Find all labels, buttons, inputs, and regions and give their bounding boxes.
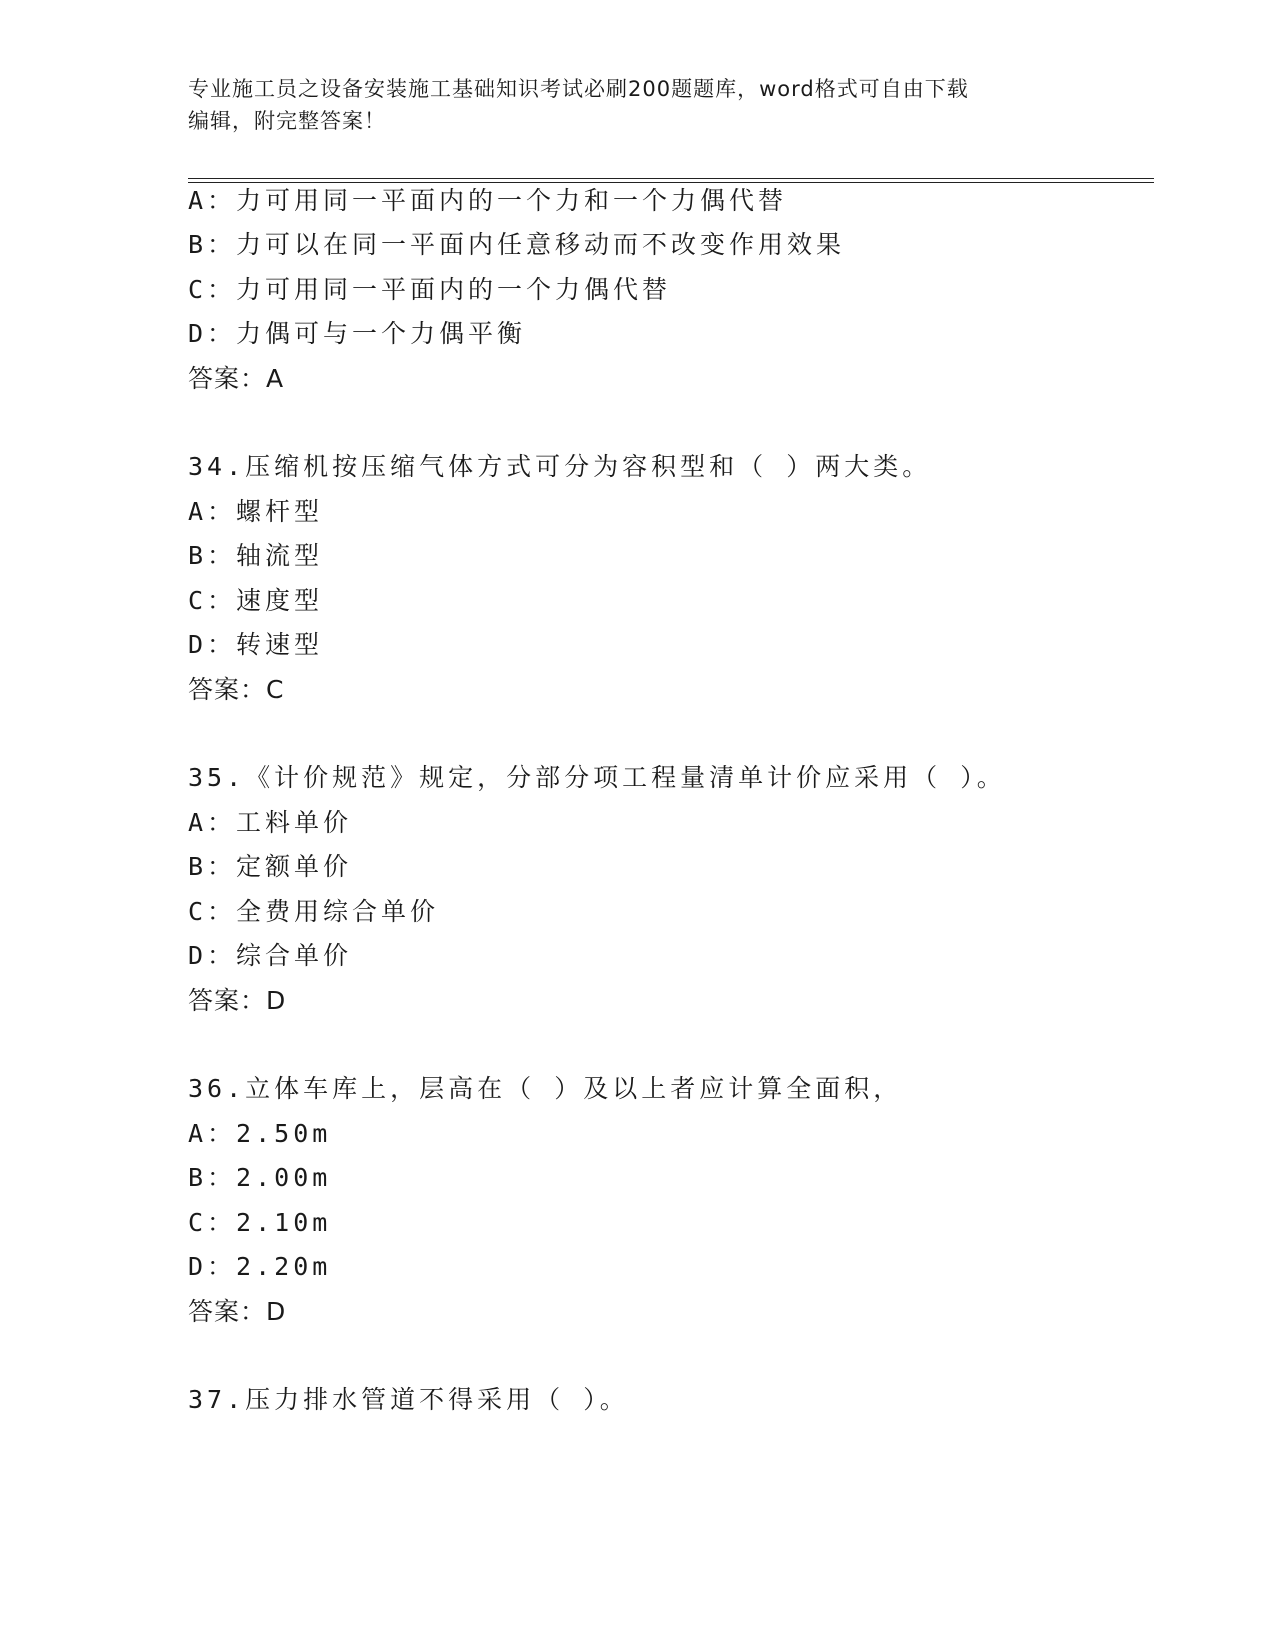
- q37-question: 37.压力排水管道不得采用（ ）。: [188, 1385, 629, 1414]
- document-header: [188, 73, 1068, 137]
- header-title-line-2: 编辑，附完整答案！: [188, 109, 386, 133]
- q33-option-a: A：力可用同一平面内的一个力和一个力偶代替: [188, 186, 788, 215]
- q35-option-c: C：全费用综合单价: [188, 897, 440, 926]
- q36-answer: 答案：D: [188, 1297, 287, 1326]
- q34-option-d: D：转速型: [188, 630, 324, 659]
- q35-answer: 答案：D: [188, 986, 287, 1015]
- q33-option-d: D：力偶可与一个力偶平衡: [188, 319, 527, 348]
- q34-question: 34.压缩机按压缩气体方式可分为容积型和（ ）两大类。: [188, 452, 932, 481]
- q36-option-d: D：2.20m: [188, 1252, 332, 1281]
- header-divider-top: [188, 178, 1154, 179]
- q36-option-b: B：2.00m: [188, 1163, 332, 1192]
- q35-option-a: A：工料单价: [188, 808, 353, 837]
- q33-option-b: B：力可以在同一平面内任意移动而不改变作用效果: [188, 230, 846, 259]
- header-divider-bottom: [188, 182, 1154, 183]
- header-title-line-1: 专业施工员之设备安装施工基础知识考试必刷200题题库，word格式可自由下载: [188, 77, 969, 101]
- q33-option-c: C：力可用同一平面内的一个力偶代替: [188, 275, 672, 304]
- q35-question: 35.《计价规范》规定，分部分项工程量清单计价应采用（ ）。: [188, 763, 1006, 792]
- q35-option-b: B：定额单价: [188, 852, 353, 881]
- q35-option-d: D：综合单价: [188, 941, 353, 970]
- q36-option-c: C：2.10m: [188, 1208, 332, 1237]
- q34-option-b: B：轴流型: [188, 541, 324, 570]
- q33-answer: 答案：A: [188, 364, 285, 393]
- q34-option-c: C：速度型: [188, 586, 324, 615]
- q36-option-a: A：2.50m: [188, 1119, 332, 1148]
- q34-answer: 答案：C: [188, 675, 285, 704]
- q36-question: 36.立体车库上，层高在（ ）及以上者应计算全面积，: [188, 1074, 903, 1103]
- q34-option-a: A：螺杆型: [188, 497, 324, 526]
